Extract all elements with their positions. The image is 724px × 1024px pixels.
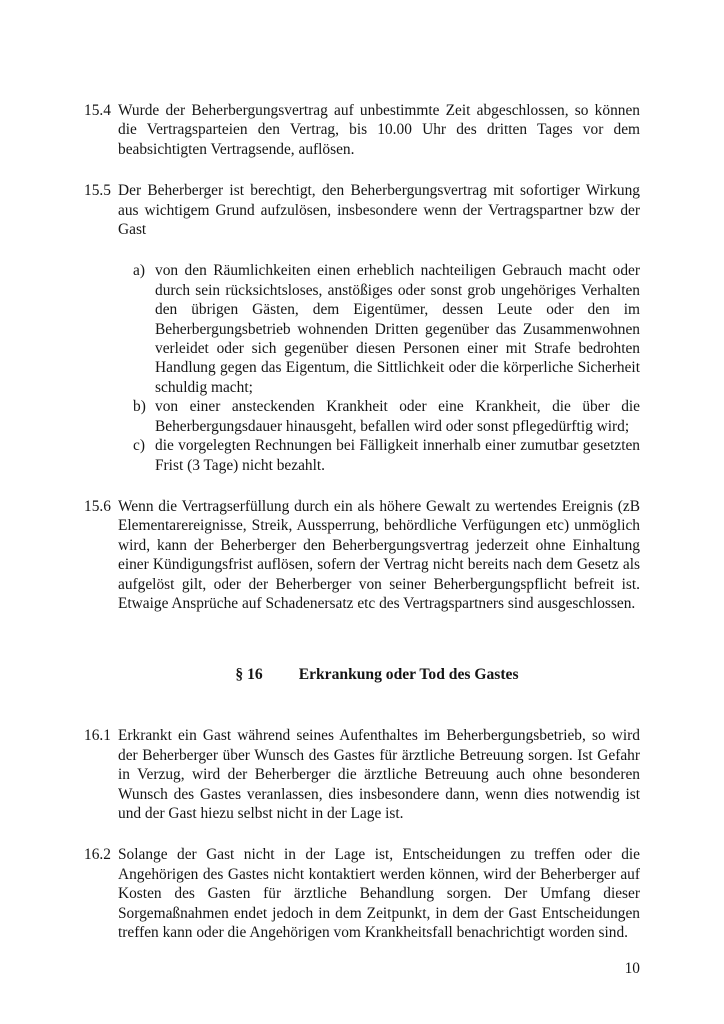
clause-15-5-sublist [84, 261, 640, 474]
list-item [84, 397, 640, 436]
clause-text: Wenn die Vertragserfüllung durch ein als höhere Gewalt zu wertendes Ereignis (zB Elementarereignisse, Streik, Aussperrung, behördliche Verfügungen etc) unmöglich wird, kann der Beherberger den Beherbergungsvertrag jederzeit ohne Einhaltung einer Kündigungsfrist auflösen, sofern der Vertrag nicht bereits nach dem Gesetz als aufgelöst gilt, oder der Beherberger von seiner Beherbergungspflicht befreit ist. Etwaige Ansprüche auf Schadenersatz etc des Vertragspartners sind ausgeschlossen. [118, 497, 640, 612]
clause-text: Erkrankt ein Gast während seines Aufenthaltes im Beherbergungsbetrieb, so wird der Beherberger über Wunsch des Gastes für ärztliche Betreuung sorgen. Ist Gefahr in Verzug, wird der Beherberger die ärztliche Betreuung auch ohne besonderen Wunsch des Gastes veranlassen, dies insbesondere dann, wenn dies notwendig ist und der Gast hiezu selbst nicht in der Lage ist. [118, 727, 640, 822]
clause-number: 16.1 [84, 727, 111, 745]
list-item [84, 261, 640, 397]
clause-text: Der Beherberger ist berechtigt, den Beherbergungsvertrag mit sofortiger Wirkung aus wichtigem Grund aufzulösen, insbesondere wenn der Vertragspartner bzw der Gast [118, 182, 640, 239]
page-number: 10 [624, 960, 640, 977]
section-heading [84, 635, 640, 705]
list-item-letter: a) [133, 262, 145, 280]
list-item-letter: c) [133, 437, 145, 455]
clause-number: 15.4 [84, 102, 111, 119]
clause-15-6 [84, 497, 640, 613]
clause-number: 15.6 [84, 497, 111, 515]
section-symbol: § 16 [235, 666, 263, 684]
clause-number: 16.2 [84, 846, 111, 864]
list-item [84, 436, 640, 475]
list-item-text: die vorgelegten Rechnungen bei Fälligkeit innerhalb einer zumutbar gesetzten Frist (3 Tage) nicht bezahlt. [155, 437, 640, 474]
page-content [84, 101, 640, 942]
clause-number: 15.5 [84, 182, 111, 200]
clause-text: Solange der Gast nicht in der Lage ist, Entscheidungen zu treffen oder die Angehörigen des Gastes nicht kontaktiert werden können, wird der Beherberger auf Kosten des Gasten für ärztliche Behandlung sorgen. Der Umfang dieser Sorgemaßnahmen endet jedoch in dem Zeitpunkt, in dem der Gast Entscheidungen treffen kann oder die Angehörigen vom Krankheitsfall benachrichtigt worden sind. [118, 846, 640, 941]
list-item-text: von den Räumlichkeiten einen erheblich nachteiligen Gebrauch macht oder durch sein rücksichtsloses, anstößiges oder sonst grob ungehöriges Verhalten den übrigen Gästen, dem Eigentümer, dessen Leute oder den im Beherbergungsbetrieb wohnenden Dritten gegenüber das Zusammenwohnen verleidet oder sich gegenüber diesen Personen einer mit Strafe bedrohten Handlung gegen das Eigentum, die Sittlichkeit oder die körperliche Sicherheit schuldig macht; [155, 262, 640, 396]
clause-16-1 [84, 726, 640, 823]
section-title: Erkrankung oder Tod des Gastes [298, 666, 519, 684]
clause-15-5 [84, 181, 640, 239]
list-item-letter: b) [133, 398, 146, 416]
list-item-text: von einer ansteckenden Krankheit oder eine Krankheit, die über die Beherbergungsdauer hinausgeht, befallen wird oder sonst pflegedürftig wird; [155, 398, 640, 435]
clause-16-2 [84, 845, 640, 942]
clause-15-4 [84, 101, 640, 159]
clause-text: Wurde der Beherbergungsvertrag auf unbestimmte Zeit abgeschlossen, so können die Vertragsparteien den Vertrag, bis 10.00 Uhr des dritten Tages vor dem beabsichtigten Vertragsende, auflösen. [118, 102, 640, 158]
